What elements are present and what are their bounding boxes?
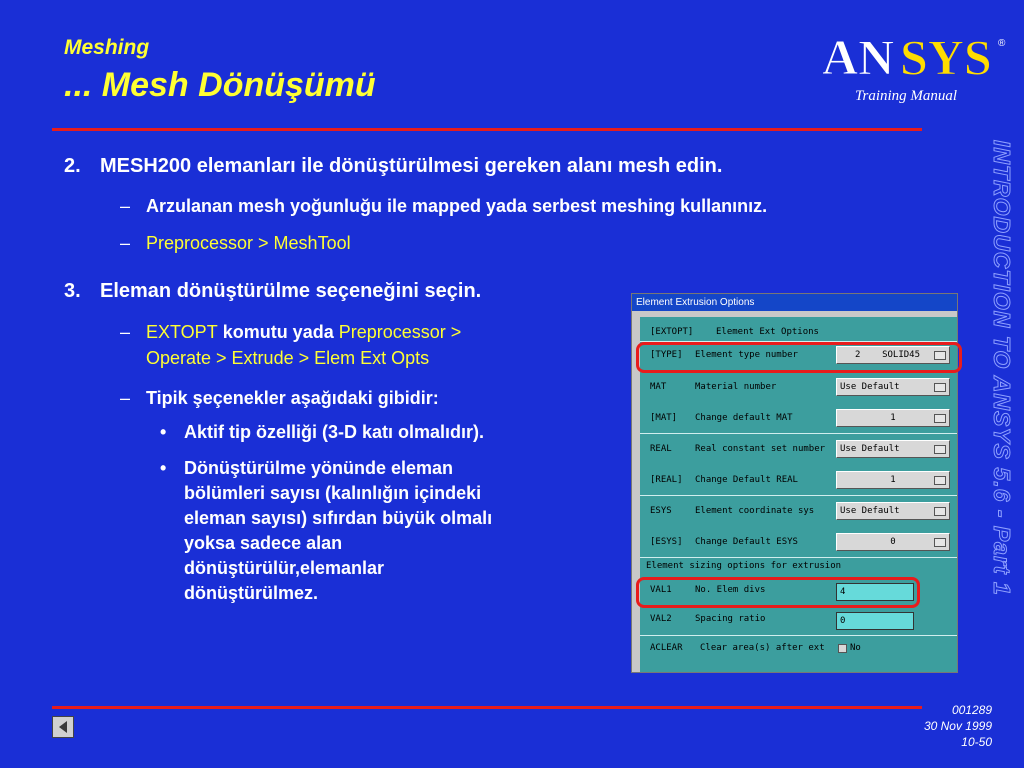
row-label: Element coordinate sys <box>695 506 815 516</box>
step3-sub1-mid: komutu yada <box>217 322 339 342</box>
row-tag: [REAL] <box>650 475 683 485</box>
row-label: Change default MAT <box>695 413 793 423</box>
separator <box>640 557 957 558</box>
extopt-command: EXTOPT <box>146 322 218 342</box>
svg-text:AN: AN <box>822 30 895 80</box>
bullet2-line: yoksa sadece alan <box>184 533 343 553</box>
dash-bullet: – <box>120 196 131 216</box>
bullet2-line: dönüştürülür,elemanlar <box>184 558 385 578</box>
row-tag: [MAT] <box>650 413 678 423</box>
step3-sub1 <box>146 322 606 343</box>
dropdown-arrow-icon <box>934 445 946 454</box>
slide-date: 30 Nov 1999 <box>923 719 992 733</box>
side-banner: INTRODUCTION TO ANSYS 5.6 - Part 1 <box>989 140 1015 596</box>
default-real-dropdown[interactable]: 1 <box>836 471 950 489</box>
step3-text: Eleman dönüştürülme seçeneğini seçin. <box>100 280 482 302</box>
step3-sub2: Tipik şeçenekler aşağıdaki gibidir: <box>146 388 439 408</box>
dash-bullet: – <box>120 388 131 408</box>
row-label: Spacing ratio <box>695 614 766 624</box>
default-mat-dropdown[interactable]: 1 <box>836 409 950 427</box>
slide-title: ... Mesh Dönüşümü <box>64 66 376 104</box>
element-type-dropdown[interactable]: 2 SOLID45 <box>836 346 950 364</box>
dropdown-arrow-icon <box>934 507 946 516</box>
step3-number: 3. <box>64 280 81 302</box>
separator <box>640 433 957 434</box>
row-label: Element sizing options for extrusion <box>646 561 842 571</box>
section-label: Meshing <box>64 36 150 59</box>
dropdown-arrow-icon <box>934 383 946 392</box>
step2-sub1: Arzulanan mesh yoğunluğu ile mapped yada serbest meshing kullanınız. <box>146 196 768 216</box>
row-tag: ACLEAR <box>650 643 683 653</box>
row-label: Change Default ESYS <box>695 537 798 547</box>
row-label: Change Default REAL <box>695 475 798 485</box>
top-divider <box>52 128 922 131</box>
extrude-path: Operate > Extrude > Elem Ext Opts <box>146 348 430 368</box>
ansys-logo <box>820 30 1010 80</box>
preprocessor-path: Preprocessor > <box>338 322 462 342</box>
material-dropdown[interactable]: Use Default <box>836 378 950 396</box>
row-tag: VAL2 <box>650 614 672 624</box>
bullet2-line: bölümleri sayısı (kalınlığın içindeki <box>184 483 482 503</box>
step2-text: MESH200 elemanları ile dönüştürülmesi gereken alanı mesh edin. <box>100 155 723 177</box>
row-tag: ESYS <box>650 506 672 516</box>
esys-dropdown[interactable]: Use Default <box>836 502 950 520</box>
bullet1-text: Aktif tip özelliği (3-D katı olmalıdır). <box>184 422 485 442</box>
real-constant-dropdown[interactable]: Use Default <box>836 440 950 458</box>
row-label: Material number <box>695 382 777 392</box>
dash-bullet: – <box>120 233 131 253</box>
row-label: Element type number <box>695 350 798 360</box>
row-tag: VAL1 <box>650 585 672 595</box>
row-tag: [ESYS] <box>650 537 683 547</box>
slide-page: 10-50 <box>961 735 992 749</box>
separator <box>640 495 957 496</box>
val1-highlight-ring <box>636 577 920 608</box>
row-label: Element Ext Options <box>716 327 819 337</box>
bullet2-line: dönüştürülmez. <box>184 583 318 603</box>
step2-number: 2. <box>64 155 81 177</box>
bullet2-line: eleman sayısı) sıfırdan büyük olmalı <box>184 508 493 528</box>
aclear-checkbox[interactable] <box>838 644 847 653</box>
training-manual-label: Training Manual <box>855 88 958 104</box>
bullet-dot: • <box>160 422 167 442</box>
dropdown-arrow-icon <box>934 476 946 485</box>
dash-bullet: – <box>120 322 131 342</box>
spacing-ratio-input[interactable]: 0 <box>836 612 914 630</box>
bullet-dot: • <box>160 458 167 478</box>
dialog-titlebar: Element Extrusion Options <box>632 294 957 311</box>
row-label: No. Elem divs <box>695 585 766 595</box>
row-tag: MAT <box>650 382 667 392</box>
row-tag: [EXTOPT] <box>650 327 694 337</box>
dropdown-arrow-icon <box>934 538 946 547</box>
row-tag: REAL <box>650 444 672 454</box>
type-highlight-ring <box>636 342 962 373</box>
step2-sub2: Preprocessor > MeshTool <box>146 233 351 253</box>
row-label: Clear area(s) after ext <box>700 643 825 653</box>
slide-id: 001289 <box>951 703 992 717</box>
elem-divs-input[interactable]: 4 <box>836 583 914 601</box>
aclear-value: No <box>850 643 861 653</box>
row-tag: [TYPE] <box>650 350 683 360</box>
bullet2-line: Dönüştürülme yönünde eleman <box>184 458 454 478</box>
default-esys-dropdown[interactable]: 0 <box>836 533 950 551</box>
bullet2-text <box>184 456 604 606</box>
row-label: Real constant set number <box>695 444 826 454</box>
separator <box>640 635 957 636</box>
svg-text:®: ® <box>998 38 1006 49</box>
dropdown-arrow-icon <box>934 414 946 423</box>
svg-text:SYS: SYS <box>900 30 992 80</box>
bottom-divider <box>52 706 922 709</box>
back-arrow-icon[interactable] <box>52 716 74 738</box>
